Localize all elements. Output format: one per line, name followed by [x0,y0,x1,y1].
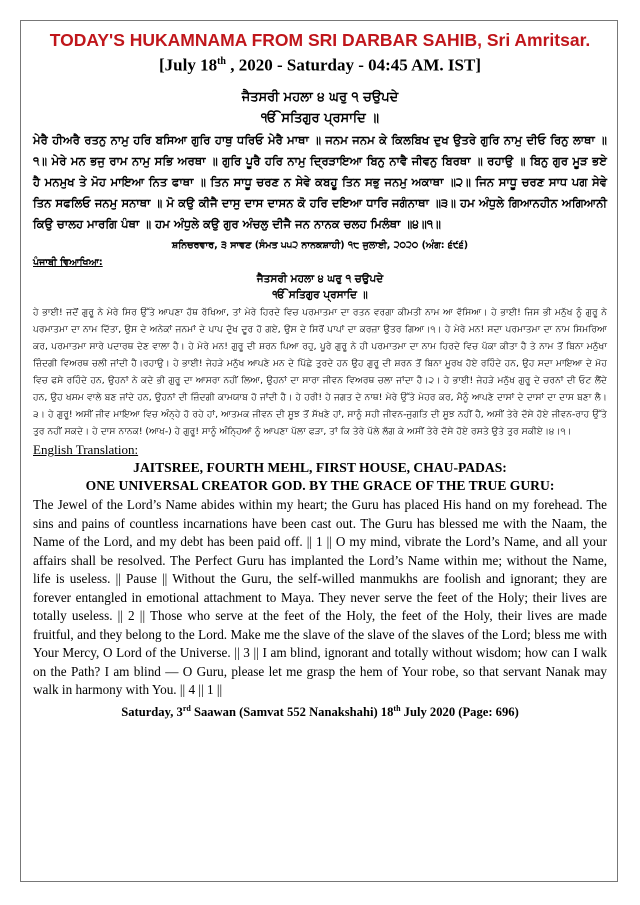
document-frame [20,20,618,882]
vyakhya-heading-2: ੴ ਸਤਿਗੁਰ ਪ੍ਰਸਾਦਿ ॥ [272,288,368,301]
english-date-a: Saturday, 3 [121,705,183,720]
vyakhya-heading-1: ਜੈਤਸਰੀ ਮਹਲਾ ੪ ਘਰੁ ੧ ਚਉਪਦੇ [256,272,384,285]
english-heading-2: ONE UNIVERSAL CREATOR GOD. BY THE GRACE OF THE TRUE GURU: [85,478,555,494]
gurmukhi-heading-1: ਜੈਤਸਰੀ ਮਹਲਾ ੪ ਘਰੁ ੧ ਚਉਪਦੇ [241,89,399,105]
english-date-b-sup: th [393,703,401,713]
page-title: TODAY'S HUKAMNAMA FROM SRI DARBAR SAHIB, Sri Amritsar. [49,30,591,50]
date-sup: th [217,56,226,67]
vyakhya-text: ਹੇ ਭਾਈ! ਜਦੋਂ ਗੁਰੂ ਨੇ ਮੇਰੇ ਸਿਰ ਉੱਤੇ ਆਪਣਾ ਹੱਥ ਰੱਖਿਆ, ਤਾਂ ਮੇਰੇ ਹਿਰਦੇ ਵਿਚ ਪਰਮਾਤਮਾ ਦਾ ਰਤਨ ਵਰਗਾ ਕੀਮਤੀ ਨਾਮ ਆ ਵੱਸਿਆ। ਹੇ ਭਾਈ! ਜਿਸ ਭੀ ਮਨੁੱਖ ਨੂੰ ਗੁਰੂ ਨੇ ਪਰਮਾਤਮਾ ਦਾ ਨਾਮ ਦਿੱਤਾ, ਉਸ ਦੇ ਅਨੇਕਾਂ ਜਨਮਾਂ ਦੇ ਪਾਪ ਦੁੱਖ ਦੂਰ ਹੋ ਗਏ, ਉਸ ਦੇ ਸਿਰੋਂ ਪਾਪਾਂ ਦਾ ਕਰਜ਼ਾ ਉਤਰ ਗਿਆ।੧। ਹੇ ਮੇਰੇ ਮਨ! ਸਦਾ ਪਰਮਾਤਮਾ ਦਾ ਨਾਮ ਸਿਮਰਿਆ ਕਰ, ਪਰਮਾਤਮਾ ਸਾਰੇ ਪਦਾਰਥ ਦੇਣ ਵਾਲਾ ਹੈ। ਹੇ ਮੇਰੇ ਮਨ! ਗੁਰੂ ਦੀ ਸ਼ਰਨ ਪਿਆ ਰਹੁ, ਪੂਰੇ ਗੁਰੂ ਨੇ ਹੀ ਪਰਮਾਤਮਾ ਦਾ ਨਾਮ ਹਿਰਦੇ ਵਿਚ ਪੱਕਾ ਕੀਤਾ ਹੈ ਤੇ ਨਾਮ ਤੋਂ ਬਿਨਾ ਮਨੁੱਖਾ ਜ਼ਿੰਦਗੀ ਵਿਅਰਥ ਚਲੀ ਜਾਂਦੀ ਹੈ।ਰਹਾਉ। ਹੇ ਭਾਈ! ਜੇਹੜੇ ਮਨੁੱਖ ਆਪਣੇ ਮਨ ਦੇ ਪਿੱਛੇ ਤੁਰਦੇ ਹਨ ਉਹ ਗੁਰੂ ਦੀ ਸ਼ਰਨ ਤੋਂ ਬਿਨਾ ਮੂਰਖ ਹੋਏ ਰਹਿੰਦੇ ਹਨ, ਉਹ ਸਦਾ ਮਾਇਆ ਦੇ ਮੋਹ ਵਿਚ ਫਸੇ ਰਹਿੰਦੇ ਹਨ, ਉਹਨਾਂ ਨੇ ਕਦੇ ਭੀ ਗੁਰੂ ਦਾ ਆਸਰਾ ਨਹੀਂ ਲਿਆ, ਉਹਨਾਂ ਦਾ ਸਾਰਾ ਜੀਵਨ ਵਿਅਰਥ ਚਲਾ ਜਾਂਦਾ ਹੈ।੨। ਹੇ ਭਾਈ! ਜੇਹੜੇ ਮਨੁੱਖ ਗੁਰੂ ਦੇ ਚਰਨਾਂ ਦੀ ਓਟ ਲੈਂਦੇ ਹਨ, ਉਹ ਖਸਮ ਵਾਲੇ ਬਣ ਜਾਂਦੇ ਹਨ, ਉਹਨਾਂ ਦੀ ਜ਼ਿੰਦਗੀ ਕਾਮਯਾਬ ਹੋ ਜਾਂਦੀ ਹੈ। ਹੇ ਹਰੀ! ਹੇ ਜਗਤ ਦੇ ਨਾਥ! ਮੇਰੇ ਉੱਤੇ ਮੇਹਰ ਕਰ, ਮੈਨੂੰ ਆਪਣੇ ਦਾਸਾਂ ਦੇ ਦਾਸਾਂ ਦਾ ਦਾਸ ਬਣਾ ਲੈ।੩। ਹੇ ਗੁਰੂ! ਅਸੀਂ ਜੀਵ ਮਾਇਆ ਵਿਚ ਅੰਨ੍ਹੇ ਹੋ ਰਹੇ ਹਾਂ, ਆਤਮਕ ਜੀਵਨ ਦੀ ਸੂਝ ਤੋਂ ਸੱਖਣੇ ਹਾਂ, ਸਾਨੂੰ ਸਹੀ ਜੀਵਨ-ਜੁਗਤਿ ਦੀ ਸੂਝ ਨਹੀਂ ਹੈ, ਅਸੀਂ ਤੇਰੇ ਦੱਸੇ ਹੋਏ ਜੀਵਨ-ਰਾਹ ਉੱਤੇ ਤੁਰ ਨਹੀਂ ਸਕਦੇ। ਹੇ ਦਾਸ ਨਾਨਕ! (ਆਖ-) ਹੇ ਗੁਰੂ! ਸਾਨੂੰ ਅੰਨ੍ਹਿਆਂ ਨੂੰ ਆਪਣਾ ਪੱਲਾ ਫੜਾ, ਤਾਂ ਕਿ ਤੇਰੇ ਪੱਲੇ ਲੱਗ ਕੇ ਅਸੀਂ ਤੇਰੇ ਦੱਸੇ ਹੋਏ ਰਸਤੇ ਉਤੇ ਤੁਰ ਸਕੀਏ।੪।੧। [33,306,607,438]
english-translation: The Jewel of the Lord’s Name abides within my heart; the Guru has placed His hand on my forehead. The sins and pains of countless incarnations have been cast out. The Guru has blessed me with the Naam, the Name of the Lord, and my debt has been paid off. || 1 || O my mind, vibrate the Lord’s Name, and all your affairs shall be resolved. The Perfect Guru has implanted the Lord’s Name within me; without the Name, life is useless. || Pause || Without the Guru, the self-willed manmukhs are foolish and ignorant; they are forever entangled in emotional attachment to Maya. They never serve the feet of the Holy; their lives are totally useless. || 2 || Those who serve at the feet of the Holy, the feet of the Holy, their lives are made fruitful, and they belong to the Lord. Make me the slave of the slave of the slaves of the Lord; bless me with Your Mercy, O Lord of the Universe. || 3 || I am blind, ignorant and totally without wisdom; how can I walk on the Path? I am blind — O Guru, please let me grasp the hem of Your robe, so that servant Nanak may walk in harmony with You. || 4 || 1 || [33,497,607,698]
english-heading-1: JAITSREE, FOURTH MEHL, FIRST HOUSE, CHAU-PADAS: [133,460,507,476]
vyakhya-label: ਪੰਜਾਬੀ ਵਿਆਖਿਆ: [33,256,103,268]
english-date-a-sup: rd [182,703,191,713]
english-date-c: July 2020 (Page: 696) [400,705,519,720]
gurmukhi-heading-2: ੴ ਸਤਿਗੁਰ ਪ੍ਰਸਾਦਿ ॥ [260,110,380,126]
gurmukhi-shabad: ਮੇਰੈ ਹੀਅਰੈ ਰਤਨੁ ਨਾਮੁ ਹਰਿ ਬਸਿਆ ਗੁਰਿ ਹਾਥੁ ਧਰਿਓ ਮੇਰੈ ਮਾਥਾ ॥ ਜਨਮ ਜਨਮ ਕੇ ਕਿਲਬਿਖ ਦੁਖ ਉਤਰੇ ਗੁਰਿ ਨਾਮੁ ਦੀਓ ਰਿਨੁ ਲਾਥਾ ॥੧॥ ਮੇਰੇ ਮਨ ਭਜੁ ਰਾਮ ਨਾਮੁ ਸਭਿ ਅਰਥਾ ॥ ਗੁਰਿ ਪੂਰੈ ਹਰਿ ਨਾਮੁ ਦ੍ਰਿੜਾਇਆ ਬਿਨੁ ਨਾਵੈ ਜੀਵਨੁ ਬਿਰਥਾ ॥ ਰਹਾਉ ॥ ਬਿਨੁ ਗੁਰ ਮੂੜ ਭਏ ਹੈ ਮਨਮੁਖ ਤੇ ਮੋਹ ਮਾਇਆ ਨਿਤ ਫਾਥਾ ॥ ਤਿਨ ਸਾਧੂ ਚਰਣ ਨ ਸੇਵੇ ਕਬਹੂ ਤਿਨ ਸਭੁ ਜਨਮੁ ਅਕਾਥਾ ॥੨॥ ਜਿਨ ਸਾਧੂ ਚਰਣ ਸਾਧ ਪਗ ਸੇਵੇ ਤਿਨ ਸਫਲਿਓ ਜਨਮੁ ਸਨਾਥਾ ॥ ਮੋ ਕਉ ਕੀਜੈ ਦਾਸੁ ਦਾਸ ਦਾਸਨ ਕੋ ਹਰਿ ਦਇਆ ਧਾਰਿ ਜਗੰਨਾਥਾ ॥੩॥ ਹਮ ਅੰਧੁਲੇ ਗਿਆਨਹੀਨ ਅਗਿਆਨੀ ਕਿਉ ਚਾਲਹ ਮਾਰਗਿ ਪੰਥਾ ॥ ਹਮ ਅੰਧੁਲੇ ਕਉ ਗੁਰ ਅੰਚਲੁ ਦੀਜੈ ਜਨ ਨਾਨਕ ਚਲਹ ਮਿਲੰਥਾ ॥੪॥੧॥ [33,132,607,231]
english-date-line [33,700,607,721]
english-date-b: Saawan (Samvat 552 Nanakshahi) 18 [190,705,394,720]
gurmukhi-date-line: ਸ਼ਨਿਚਰਵਾਰ, ੩ ਸਾਵਣ (ਸੰਮਤ ੫੫੨ ਨਾਨਕਸ਼ਾਹੀ) ੧੮ ਜੁਲਾਈ, ੨੦੨੦ (ਅੰਗ: ੬੯੬) [171,239,469,251]
english-label: English Translation: [33,442,139,458]
date-rest: , 2020 - Saturday - 04:45 AM. IST] [225,55,481,75]
date-open: [July 18 [158,55,218,75]
page-date [33,51,607,77]
